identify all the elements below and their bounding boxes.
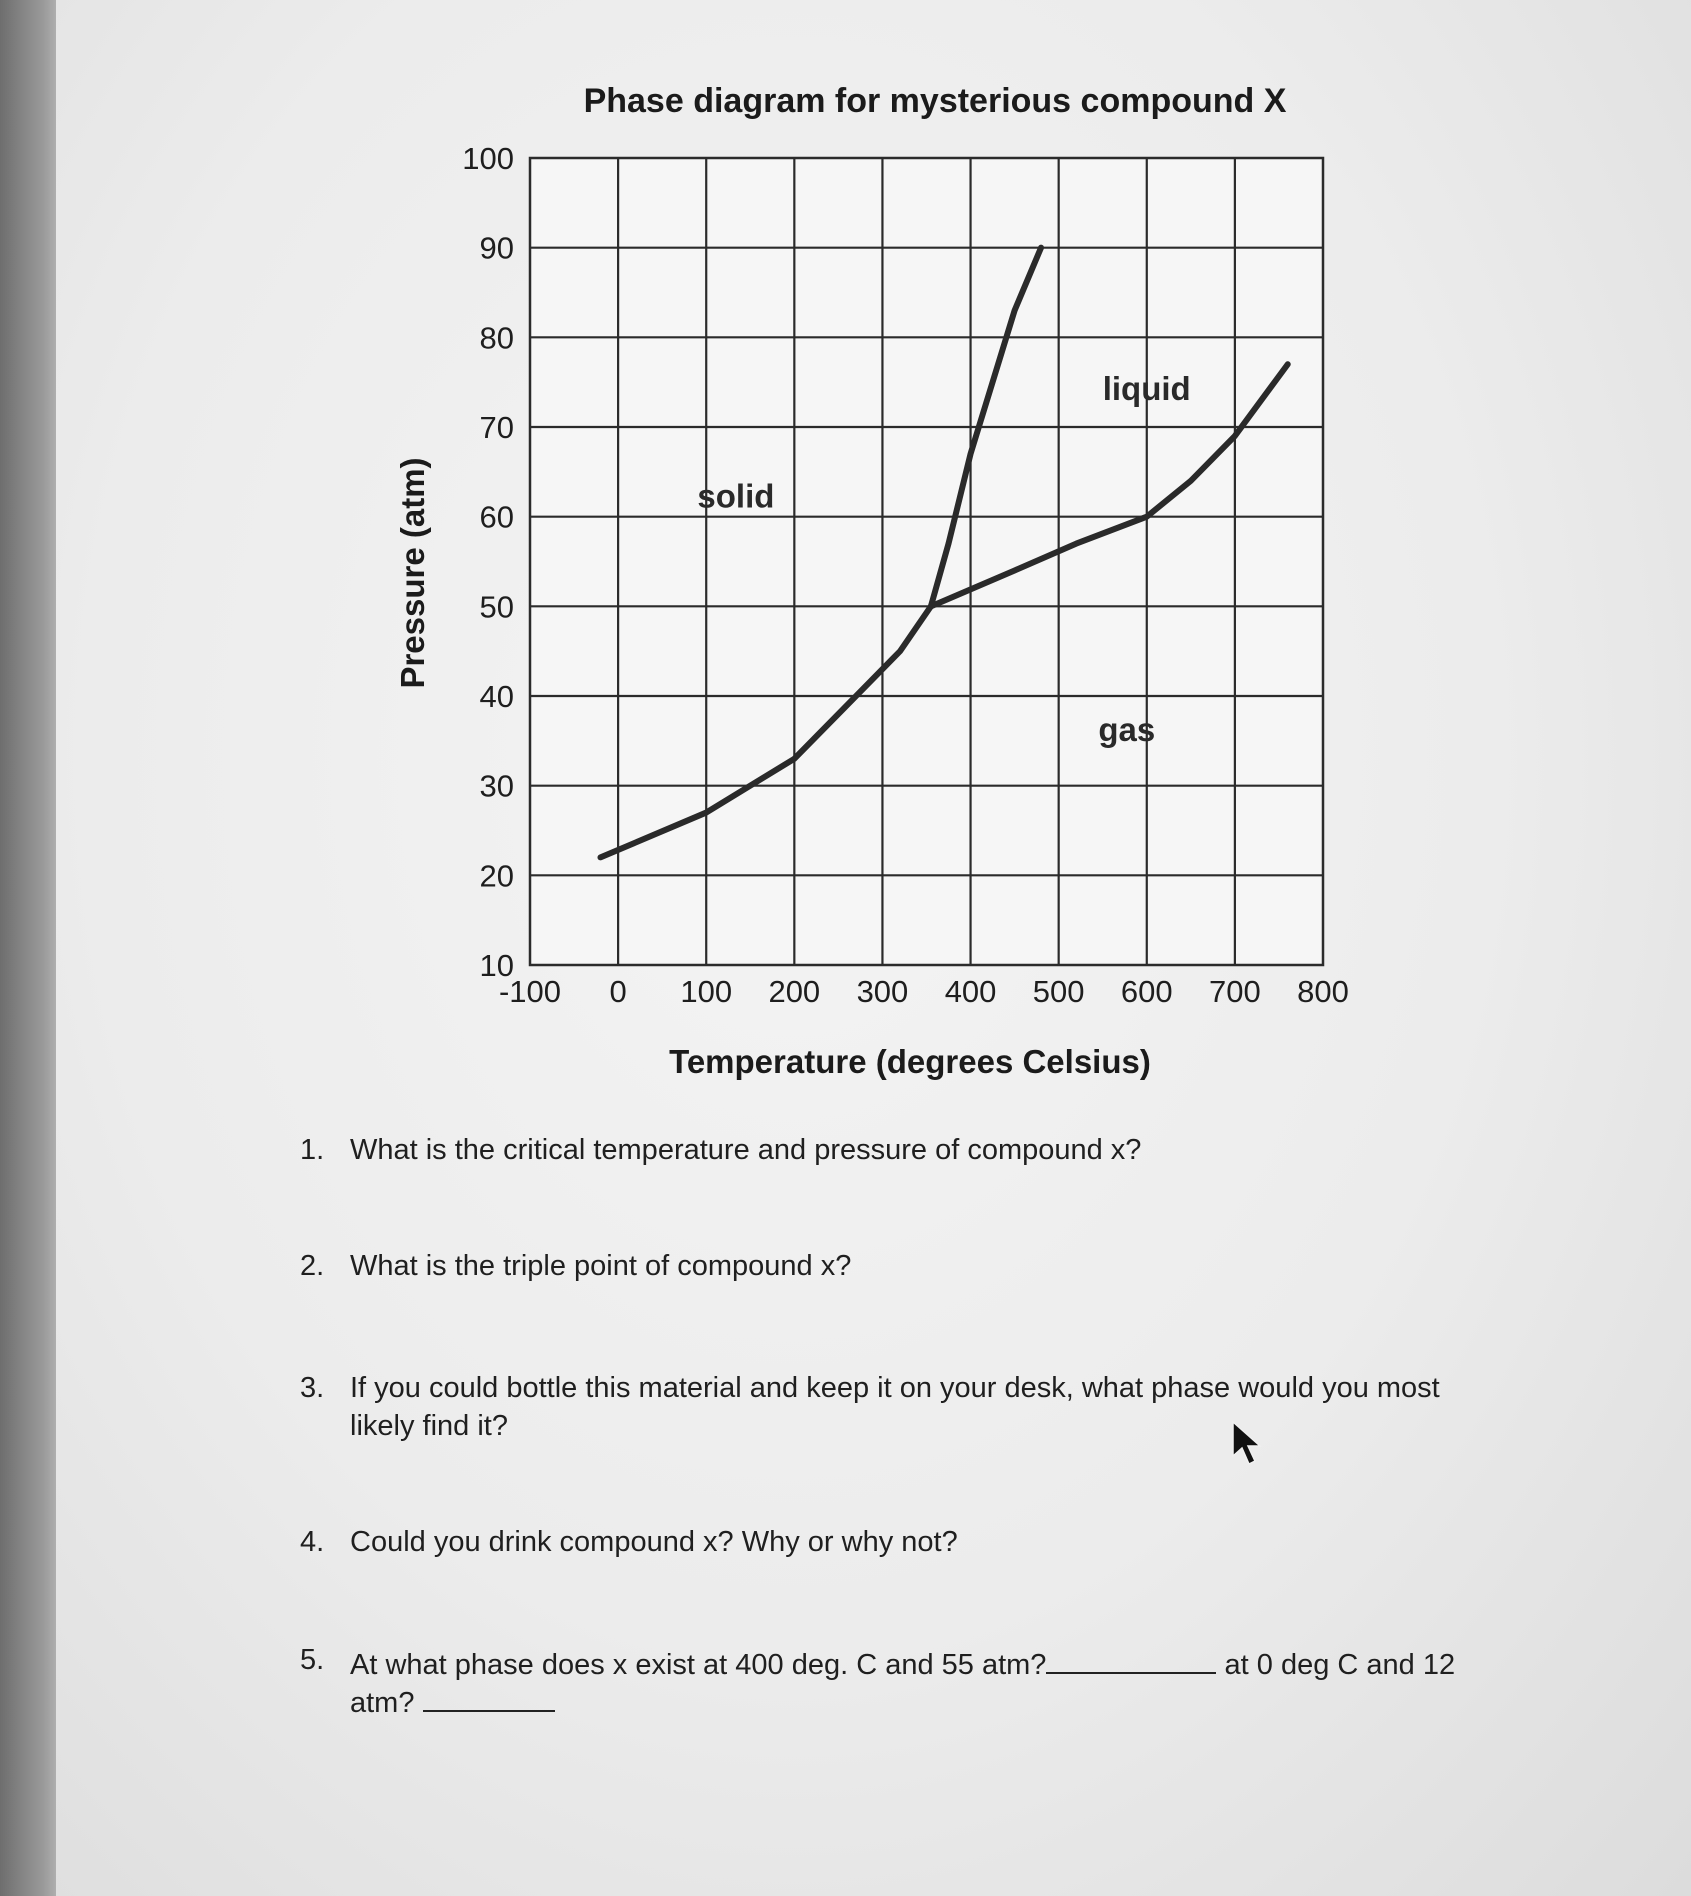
question-text: Could you drink compound x? Why or why not? — [350, 1526, 958, 1558]
x-tick-label: 600 — [1120, 974, 1173, 1009]
x-tick-label: 500 — [1032, 974, 1085, 1009]
answer-blank-2[interactable] — [423, 1678, 555, 1712]
question-text: What is the critical temperature and pressure of compound x? — [350, 1134, 1142, 1166]
gas-region-label: gas — [1098, 710, 1156, 748]
question-number: 2. — [300, 1250, 325, 1282]
question-text: What is the triple point of compound x? — [350, 1250, 852, 1282]
y-tick-label: 60 — [479, 499, 514, 535]
y-tick-label: 10 — [479, 948, 514, 983]
y-tick-label: 40 — [479, 679, 514, 714]
question-number: 1. — [300, 1134, 325, 1166]
y-tick-label: 90 — [479, 230, 514, 266]
chart-title: Phase diagram for mysterious compound X — [583, 82, 1287, 120]
question-text-part-b: at 0 deg C and 12 — [1224, 1649, 1456, 1681]
x-tick-label: 700 — [1209, 974, 1261, 1009]
y-tick-label: 70 — [479, 410, 514, 445]
x-tick-label: 300 — [856, 974, 909, 1009]
x-axis-label: Temperature (degrees Celsius) — [669, 1043, 1151, 1080]
liquid-region-label: liquid — [1102, 370, 1191, 408]
y-axis-label: Pressure (atm) — [394, 457, 431, 689]
mouse-pointer-icon — [1231, 1420, 1271, 1470]
y-tick-label: 30 — [479, 768, 514, 804]
solid-region-label: solid — [697, 477, 775, 515]
y-tick-label: 100 — [462, 141, 514, 176]
x-tick-label: 0 — [609, 974, 627, 1009]
question-text-line-2 — [350, 1678, 555, 1723]
question-number: 4. — [300, 1526, 325, 1558]
x-tick-label: 100 — [680, 974, 733, 1009]
y-tick-label: 80 — [479, 320, 514, 356]
question-number: 3. — [300, 1372, 325, 1404]
question-text-line-1: If you could bottle this material and keep it on your desk, what phase would you most — [350, 1372, 1440, 1404]
answer-blank-1[interactable] — [1046, 1640, 1216, 1674]
question-text-part-a: At what phase does x exist at 400 deg. C and 55 atm? — [350, 1649, 1047, 1681]
question-text-part-c: atm? — [350, 1687, 415, 1719]
x-tick-label: 400 — [944, 974, 997, 1009]
x-tick-label: -100 — [498, 974, 562, 1009]
y-tick-label: 20 — [479, 858, 514, 894]
question-number: 5. — [300, 1644, 325, 1676]
x-tick-label: 800 — [1297, 974, 1349, 1009]
question-text-line-2: likely find it? — [350, 1410, 508, 1442]
y-tick-label: 50 — [479, 589, 514, 625]
x-tick-label: 200 — [768, 974, 821, 1009]
